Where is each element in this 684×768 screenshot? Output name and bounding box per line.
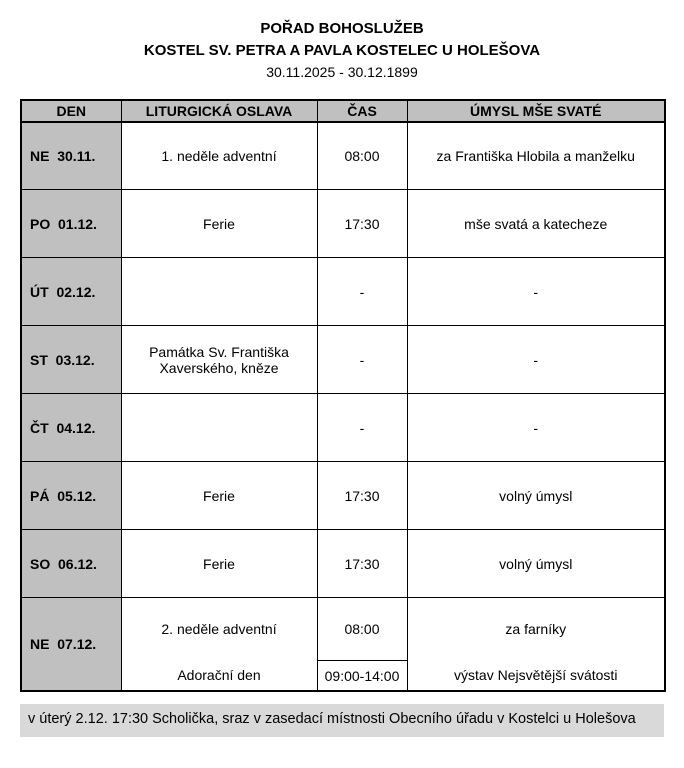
intention-line2: výstav Nejsvětější svátosti [454, 667, 618, 683]
intention-cell: - [407, 326, 665, 394]
column-header-cas: ČAS [317, 100, 407, 122]
celebration-cell: Ferie [121, 462, 317, 530]
time-cell: - [317, 326, 407, 394]
table-row [21, 258, 665, 326]
date-range: 30.11.2025 - 30.12.1899 [266, 63, 418, 80]
table-row [21, 394, 665, 462]
column-header-umysl: ÚMYSL MŠE SVATÉ [407, 100, 665, 122]
time-cell: - [317, 394, 407, 462]
table-row [21, 530, 665, 598]
time-cell: 17:30 [317, 462, 407, 530]
table-row [21, 190, 665, 258]
time-cell [317, 598, 407, 692]
celebration-cell: Ferie [121, 530, 317, 598]
time-cell: - [317, 258, 407, 326]
day-cell: ST 03.12. [21, 326, 121, 394]
table-row-last [21, 598, 665, 692]
celebration-cell [121, 598, 317, 692]
table-row [21, 462, 665, 530]
celebration-cell [121, 258, 317, 326]
day-cell: NE 07.12. [21, 598, 121, 692]
intention-cell: mše svatá a katecheze [407, 190, 665, 258]
day-cell: NE 30.11. [21, 122, 121, 190]
table-row [21, 122, 665, 190]
table-header-row [21, 100, 665, 122]
page-title: POŘAD BOHOSLUŽEB [260, 20, 424, 37]
day-cell: PO 01.12. [21, 190, 121, 258]
column-header-oslava: LITURGICKÁ OSLAVA [121, 100, 317, 122]
time-cell: 17:30 [317, 530, 407, 598]
footer-note: v úterý 2.12. 17:30 Scholička, sraz v zasedací místnosti Obecního úřadu v Kostelci u Holešova [20, 704, 664, 737]
celebration-line1: 2. neděle adventní [161, 621, 277, 637]
time-cell: 17:30 [317, 190, 407, 258]
celebration-cell: Ferie [121, 190, 317, 258]
intention-cell [407, 598, 665, 692]
table-row [21, 326, 665, 394]
intention-cell: - [407, 258, 665, 326]
day-cell: SO 06.12. [21, 530, 121, 598]
celebration-line2: Adorační den [177, 667, 261, 683]
intention-cell: volný úmysl [407, 462, 665, 530]
time-cell: 08:00 [317, 122, 407, 190]
schedule-table [20, 99, 666, 693]
intention-cell: za Františka Hlobila a manželku [407, 122, 665, 190]
celebration-cell [121, 394, 317, 462]
intention-cell: volný úmysl [407, 530, 665, 598]
column-header-den: DEN [21, 100, 121, 122]
document-header [20, 18, 664, 83]
day-cell: PÁ 05.12. [21, 462, 121, 530]
time-line2: 09:00-14:00 [318, 660, 407, 690]
time-line1: 08:00 [344, 621, 380, 637]
page-subtitle: KOSTEL SV. PETRA A PAVLA KOSTELEC U HOLEŠOVA [143, 41, 541, 59]
day-cell: ÚT 02.12. [21, 258, 121, 326]
day-cell: ČT 04.12. [21, 394, 121, 462]
celebration-cell: 1. neděle adventní [121, 122, 317, 190]
celebration-cell: Památka Sv. Františka Xaverského, kněze [121, 326, 317, 394]
intention-cell: - [407, 394, 665, 462]
intention-line1: za farníky [505, 621, 567, 637]
